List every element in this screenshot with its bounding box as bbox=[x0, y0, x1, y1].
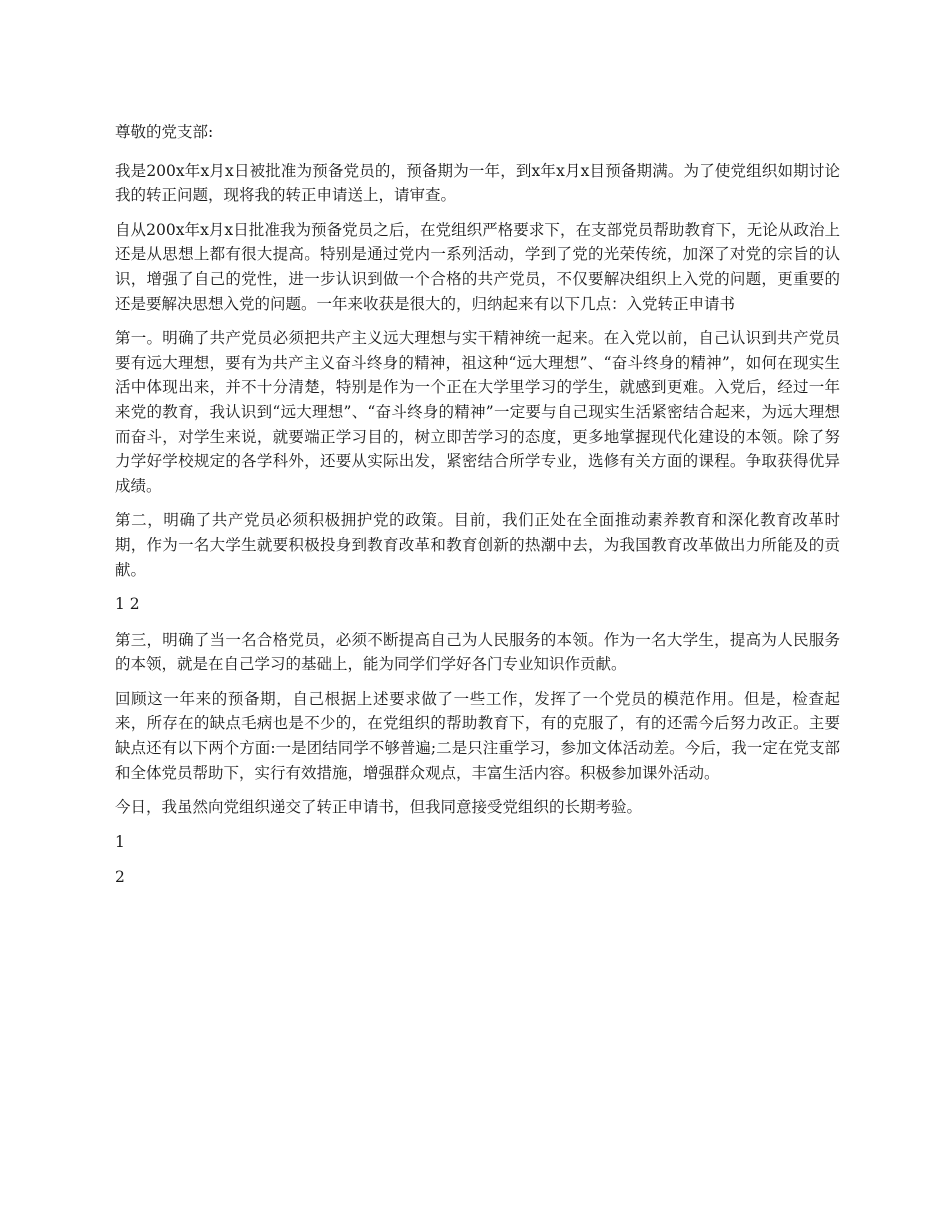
salutation: 尊敬的党支部: bbox=[115, 123, 214, 141]
page-number-1: 1 bbox=[115, 832, 125, 851]
paragraph-intro: 我是200x年x月x日被批准为预备党员的，预备期为一年，到x年x月x目预备期满。为了使党组织如期讨论我的转正问题，现将我的转正申请送上，请审查。 bbox=[115, 161, 840, 205]
paragraph-conclusion: 今日，我虽然向党组织递交了转正申请书，但我同意接受党组织的长期考验。 bbox=[115, 798, 643, 817]
paragraph-second-point: 第二，明确了共产党员必须积极拥护党的政策。目前，我们正处在全面推动素养教育和深化教育改革时期，作为一名大学生就要积极投身到教育改革和教育创新的热潮中去，为我国教育改革做出力所能及的贡献。 bbox=[115, 511, 840, 579]
page-number-2: 2 bbox=[115, 868, 125, 887]
document-body bbox=[115, 120, 840, 901]
page-marker: 1 2 bbox=[115, 595, 140, 614]
paragraph-review: 回顾这一年来的预备期，自己根据上述要求做了一些工作，发挥了一个党员的模范作用。但是，检查起来，所存在的缺点毛病也是不少的，在党组织的帮助教育下，有的克服了，有的还需今后努力改正。主要缺点还有以下两个方面:一是团结同学不够普遍;二是只注重学习，参加文体活动差。今后，我一定在党支部和全体党员帮助下，实行有效措施，增强群众观点，丰富生活内容。积极参加课外活动。 bbox=[115, 689, 840, 782]
paragraph-third-point: 第三，明确了当一名合格党员，必须不断提高自己为人民服务的本领。作为一名大学生，提高为人民服务的本领，就是在自己学习的基础上，能为同学们学好各门专业知识作贡献。 bbox=[115, 630, 840, 674]
paragraph-progress: 自从200x年x月x日批准我为预备党员之后，在党组织严格要求下，在支部党员帮助教育下，无论从政治上还是从思想上都有很大提高。特别是通过党内一系列活动，学到了党的光荣传统，加深了对党的宗旨的认识，增强了自己的党性，进一步认识到做一个合格的共产党员，不仅要解决组织上入党的问题，更重要的还是要解决思想入党的问题。一年来收获是很大的，归纳起来有以下几点：入党转正申请书 bbox=[115, 220, 840, 313]
paragraph-first-point: 第一。明确了共产党员必须把共产主义远大理想与实干精神统一起来。在入党以前，自己认识到共产党员要有远大理想，要有为共产主义奋斗终身的精神，祖这种“远大理想”、“奋斗终身的精神”，如何在现实生活中体现出来，并不十分清楚，特别是作为一个正在大学里学习的学生，就感到更难。入党后，经过一年来党的教育，我认识到“远大理想”、“奋斗终身的精神”一定要与自己现实生活紧密结合起来，为远大理想而奋斗，对学生来说，就要端正学习目的，树立即苦学习的态度，更多地掌握现代化建设的本领。除了努力学好学校规定的各学科外，还要从实际出发，紧密结合所学专业，选修有关方面的课程。争取获得优异成绩。 bbox=[115, 329, 840, 495]
